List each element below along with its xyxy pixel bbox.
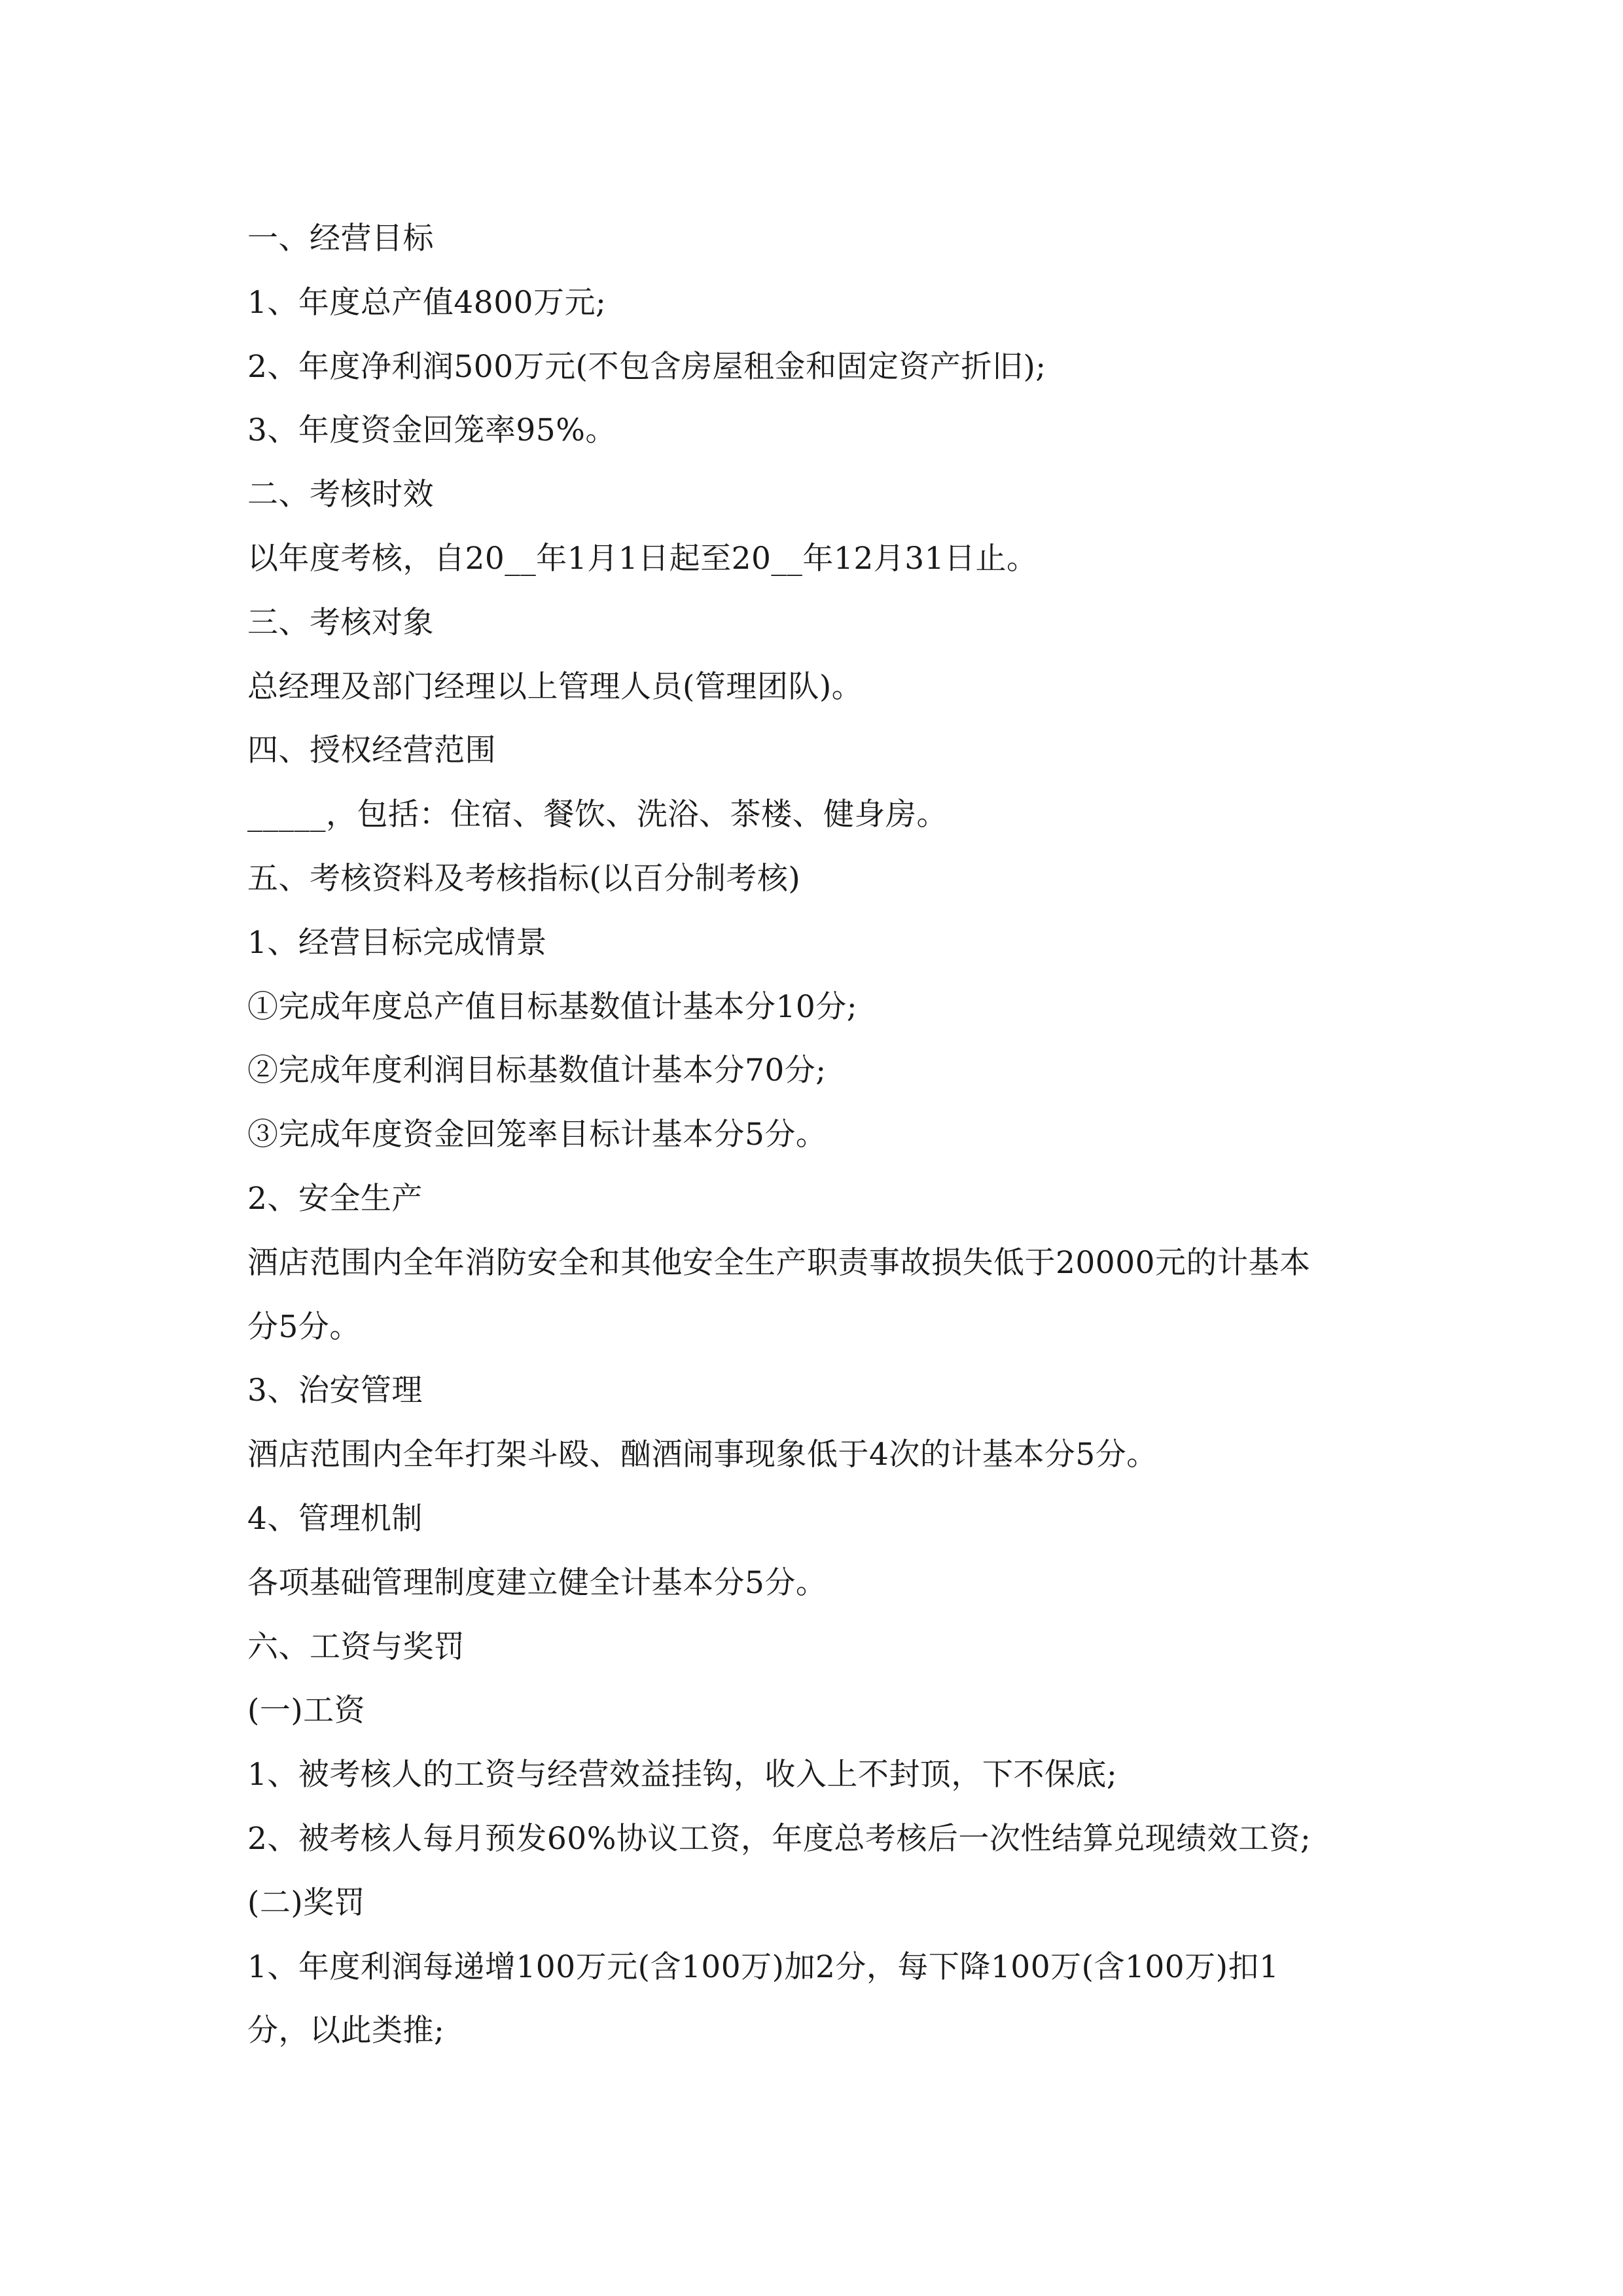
section-heading: 二、考核时效 [247,476,434,513]
section-heading: 一、经营目标 [247,221,434,257]
paragraph-line: ①完成年度总产值目标基数值计基本分10分; [247,988,858,1025]
document-body [247,207,1399,2063]
subsection-heading: 2、安全生产 [247,1180,423,1217]
paragraph-line: 酒店范围内全年打架斗殴、酗酒闹事现象低于4次的计基本分5分。 [247,1437,1158,1473]
paragraph-line: 1、年度利润每递增100万元(含100万)加2分，每下降100万(含100万)扣1 [247,1948,1279,1985]
section-heading: 三、考核对象 [247,604,434,641]
paragraph-line: 总经理及部门经理以上管理人员(管理团队)。 [247,668,863,705]
paragraph-line: 酒店范围内全年消防安全和其他安全生产职责事故损失低于20000元的计基本 [247,1244,1311,1281]
paragraph-line: _____，包括：住宿、餐饮、洗浴、茶楼、健身房。 [247,797,948,833]
subsection-heading: 3、治安管理 [247,1372,423,1409]
subsection-heading: 1、经营目标完成情景 [247,924,547,961]
subsection-heading: (一)工资 [247,1693,366,1729]
paragraph-line: 分，以此类推; [247,2013,445,2049]
paragraph-line: 1、年度总产值4800万元; [247,284,607,321]
paragraph-line: 各项基础管理制度建立健全计基本分5分。 [247,1564,827,1601]
section-heading: 六、工资与奖罚 [247,1628,465,1665]
section-heading: 五、考核资料及考核指标(以百分制考核) [247,860,801,897]
section-heading: 四、授权经营范围 [247,732,496,769]
paragraph-line: 2、被考核人每月预发60%协议工资，年度总考核后一次性结算兑现绩效工资; [247,1820,1311,1857]
subsection-heading: (二)奖罚 [247,1884,366,1921]
paragraph-line: 分5分。 [247,1308,361,1345]
paragraph-line: 以年度考核，自20__年1月1日起至20__年12月31日止。 [247,540,1038,577]
paragraph-line: 1、被考核人的工资与经营效益挂钩，收入上不封顶，下不保底; [247,1757,1118,1793]
paragraph-line: ③完成年度资金回笼率目标计基本分5分。 [247,1117,827,1153]
paragraph-line: ②完成年度利润目标基数值计基本分70分; [247,1052,827,1089]
paragraph-line: 2、年度净利润500万元(不包含房屋租金和固定资产折旧); [247,348,1046,385]
paragraph-line: 3、年度资金回笼率95%。 [247,412,616,449]
subsection-heading: 4、管理机制 [247,1500,423,1537]
